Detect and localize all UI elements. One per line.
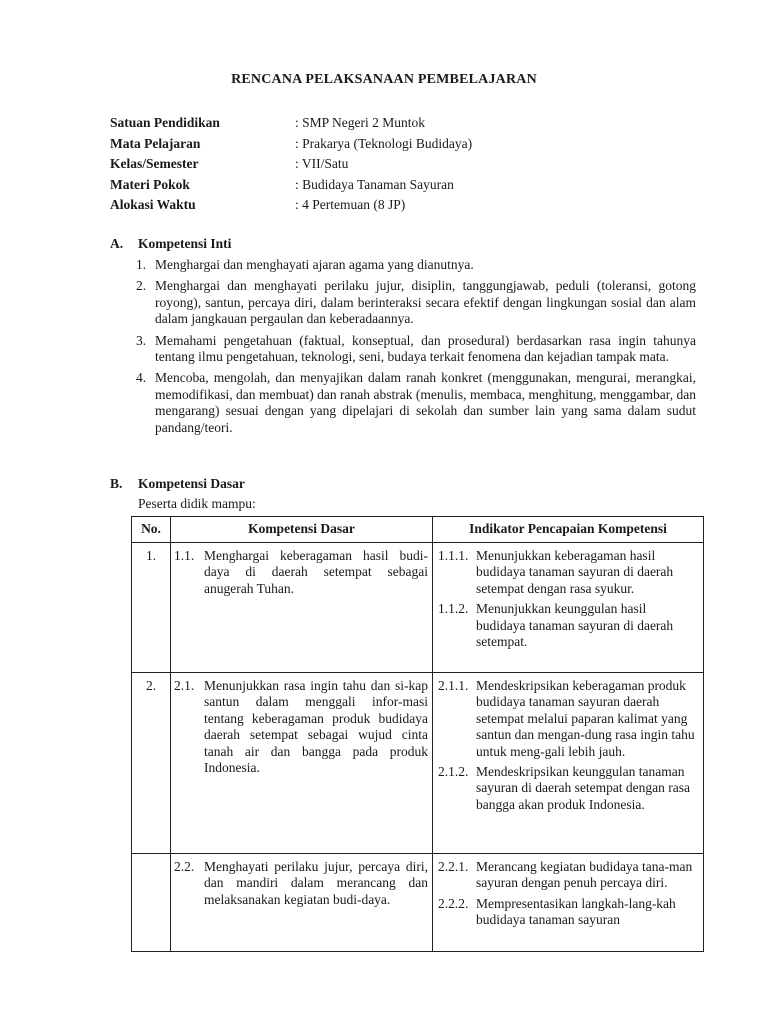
table-row [132, 673, 704, 854]
kd-cell [171, 673, 433, 854]
identity-row [110, 175, 472, 196]
identity-row [110, 134, 472, 155]
list-item-number: 4. [136, 370, 147, 386]
table-row [132, 543, 704, 673]
section-title: Kompetensi Inti [138, 236, 232, 251]
identity-label: Kelas/Semester [110, 156, 199, 171]
section-b-heading [110, 476, 245, 492]
identity-value: : Budidaya Tanaman Sayuran [295, 176, 454, 192]
list-item-number: 1. [136, 257, 147, 272]
indicator-item [433, 543, 703, 601]
indicator-text: Menunjukkan keunggulan hasil budidaya tanaman sayuran di daerah setempat. [476, 601, 674, 650]
column-header-indikator: Indikator Pencapaian Kompetensi [433, 517, 704, 543]
indicator-text: Mempresentasikan langkah-lang-kah budidaya tanaman sayuran [476, 895, 676, 928]
indicator-item [433, 601, 703, 654]
identity-value: : 4 Pertemuan (8 JP) [295, 197, 406, 212]
indicator-cell [433, 673, 704, 854]
kd-text: Menunjukkan rasa ingin tahu dan si-kap santun dalam menggali infor-masi tentang keberagaman produk budidaya daerah setempat sebagai wujud cinta tanah air dan bangga pada produk Indonesia. [204, 678, 428, 776]
list-item [136, 278, 696, 327]
identity-value: : VII/Satu [295, 156, 349, 171]
section-title: Kompetensi Dasar [138, 476, 245, 491]
column-header-no: No. [132, 517, 171, 543]
row-number: 2. [132, 673, 171, 854]
row-number [132, 854, 171, 952]
indicator-cell [433, 543, 704, 673]
kd-item [171, 673, 432, 780]
indicator-number: 2.2.1. [438, 859, 469, 874]
identity-value: : SMP Negeri 2 Muntok [295, 115, 426, 130]
list-item [136, 370, 696, 436]
kompetensi-dasar-table [131, 516, 704, 952]
indicator-item [433, 854, 703, 896]
indicator-text: Menunjukkan keberagaman hasil budidaya tanaman sayuran di daerah setempat dengan rasa syukur. [476, 548, 674, 596]
column-header-kompetensi-dasar: Kompetensi Dasar [171, 517, 433, 543]
identity-label: Alokasi Waktu [110, 197, 196, 212]
indicator-text: Mendeskripsikan keberagaman produk budidaya tanaman sayuran daerah setempat melalui paparan kalimat yang santun dan mengan-dung rasa ingin tahu untuk meng-gali lebih jauh. [476, 678, 695, 759]
table-row [132, 854, 704, 952]
section-letter: B. [110, 476, 123, 491]
section-a-heading [110, 236, 231, 252]
identity-row [110, 113, 472, 134]
list-item-text: Memahami pengetahuan (faktual, konseptual, dan prosedural) berdasarkan rasa ingin tahunya tentang ilmu pengetahuan, teknologi, seni, budaya terkait fenomena dan kejadian tampak mata. [155, 332, 696, 365]
kd-number: 2.1. [174, 678, 195, 693]
list-item-number: 3. [136, 332, 147, 348]
indicator-number: 2.1.1. [438, 678, 469, 693]
kd-cell [171, 543, 433, 673]
list-item-text: Mencoba, mengolah, dan menyajikan dalam ranah konkret (menggunakan, mengurai, merangkai, memodifikasi, dan membuat) dan ranah abstrak (menulis, membaca, menghitung, menggambar, dan mengarang) sesuai dengan yang dipelajari di sekolah dan sumber lain yang sama dalam sudut pandang/teori. [155, 370, 696, 435]
kd-cell [171, 854, 433, 952]
identity-block [110, 113, 472, 216]
identity-row [110, 195, 472, 216]
kd-number: 2.2. [174, 859, 195, 874]
kd-number: 1.1. [174, 548, 195, 563]
indicator-item [433, 764, 703, 817]
indicator-item [433, 896, 703, 933]
table-header-row [132, 517, 704, 543]
kompetensi-inti-list [136, 257, 696, 441]
indicator-cell [433, 854, 704, 952]
list-item [136, 333, 696, 366]
kd-item [171, 854, 432, 912]
identity-row [110, 154, 472, 175]
indicator-number: 1.1.2. [438, 601, 469, 617]
document-title: RENCANA PELAKSANAAN PEMBELAJARAN [231, 72, 537, 87]
indicator-text: Mendeskripsikan keunggulan tanaman sayuran di daerah setempat dengan rasa bangga akan produk Indonesia. [476, 764, 691, 812]
indicator-number: 2.2.2. [438, 895, 469, 911]
section-intro: Peserta didik mampu: [138, 496, 256, 511]
kd-text: Menghargai keberagaman hasil budi-daya di daerah setempat sebagai anugerah Tuhan. [204, 548, 428, 596]
list-item-text: Menghargai dan menghayati perilaku jujur, disiplin, tanggungjawab, peduli (toleransi, gotong royong), santun, percaya diri, dalam berinteraksi secara efektif dengan lingkungan sosial dan alam dalam jangkauan pergaulan dan keberadaannya. [155, 278, 696, 327]
indicator-number: 2.1.2. [438, 764, 469, 780]
indicator-item [433, 673, 703, 764]
kd-text: Menghayati perilaku jujur, percaya diri, dan mandiri dalam merancang dan melaksanakan kegiatan budi-daya. [204, 859, 428, 907]
list-item-text: Menghargai dan menghayati ajaran agama yang dianutnya. [155, 257, 474, 272]
indicator-text: Merancang kegiatan budidaya tana-man sayuran dengan penuh percaya diri. [476, 859, 693, 891]
kd-item [171, 543, 432, 601]
identity-value: : Prakarya (Teknologi Budidaya) [295, 135, 473, 151]
identity-label: Satuan Pendidikan [110, 115, 220, 130]
identity-label: Materi Pokok [110, 176, 190, 192]
list-item [136, 257, 696, 273]
row-number: 1. [132, 543, 171, 673]
section-letter: A. [110, 236, 124, 251]
list-item-number: 2. [136, 278, 147, 294]
indicator-number: 1.1.1. [438, 548, 469, 563]
identity-label: Mata Pelajaran [110, 135, 201, 151]
